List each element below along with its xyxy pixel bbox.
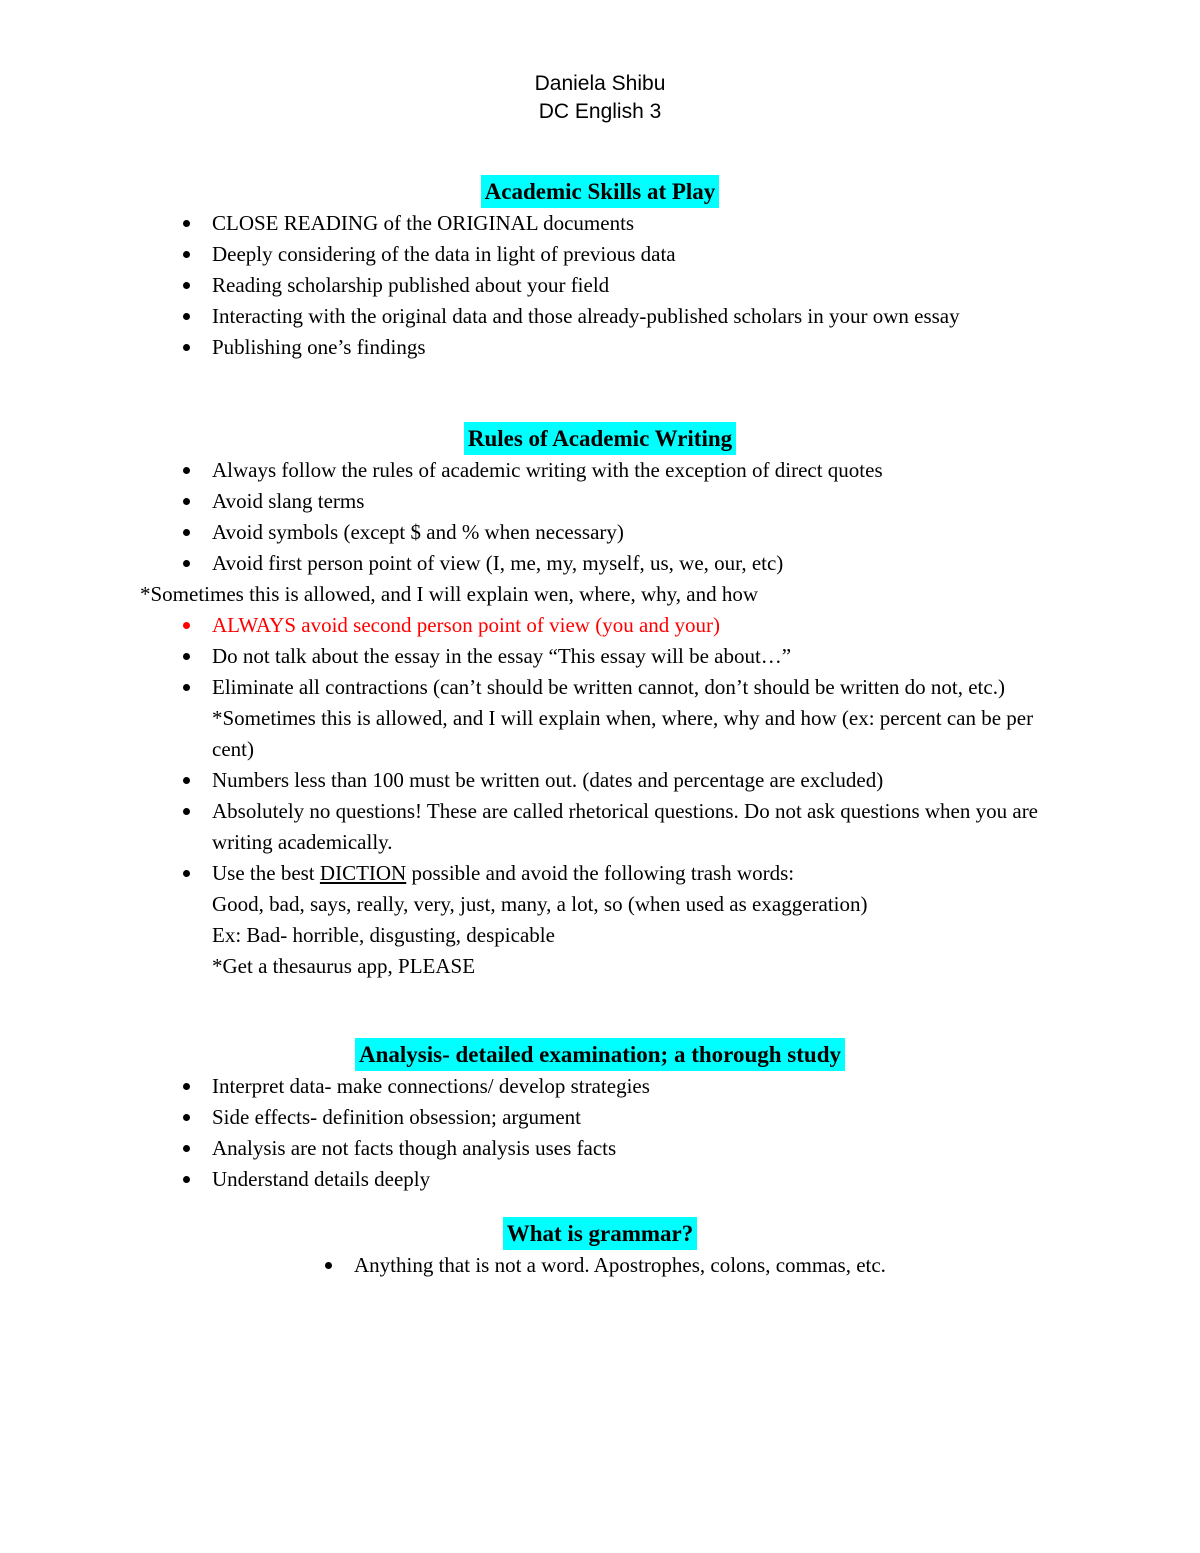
list-item-text: Understand details deeply	[212, 1167, 431, 1191]
list-item-text: Absolutely no questions! These are called rhetorical questions. Do not ask questions when you are writing academically.	[212, 799, 1039, 854]
list-item-text: Avoid slang terms	[212, 489, 365, 513]
list-item	[140, 1102, 1060, 1133]
bullet-icon	[183, 1083, 190, 1090]
bullet-icon	[183, 313, 190, 320]
bullet-icon	[183, 282, 190, 289]
section-heading-academic-skills	[140, 175, 1060, 208]
bullet-list-grammar	[140, 1250, 1060, 1281]
list-item-text	[212, 672, 1060, 765]
section-heading-rules	[140, 422, 1060, 455]
bullet-icon	[183, 467, 190, 474]
list-item	[140, 486, 1060, 517]
list-item	[140, 858, 1060, 982]
list-item	[140, 1250, 1060, 1281]
bullet-icon	[183, 777, 190, 784]
list-item-line	[212, 858, 1060, 889]
author-line: Daniela Shibu	[534, 72, 666, 95]
bullet-icon	[183, 251, 190, 258]
list-item-line: Eliminate all contractions (can’t should be written cannot, don’t should be written do not, etc.)	[212, 675, 1005, 699]
list-item-text: Reading scholarship published about your field	[212, 273, 610, 297]
heading-highlight: Academic Skills at Play	[481, 175, 720, 208]
heading-highlight: What is grammar?	[503, 1217, 698, 1250]
bullet-icon	[183, 653, 190, 660]
list-item	[140, 455, 1060, 486]
diction-underlined: DICTION	[319, 861, 407, 885]
bullet-icon	[183, 1176, 190, 1183]
bullet-list-analysis	[140, 1071, 1060, 1195]
list-item-text: Side effects- definition obsession; argument	[212, 1105, 581, 1129]
list-item-line: Good, bad, says, really, very, just, many, a lot, so (when used as exaggeration)	[212, 892, 868, 916]
bullet-icon	[183, 808, 190, 815]
list-item-text: Deeply considering of the data in light of previous data	[212, 242, 676, 266]
list-item	[140, 641, 1060, 672]
diction-suffix: possible and avoid the following trash words:	[406, 861, 795, 885]
list-item-text: Anything that is not a word. Apostrophes, colons, commas, etc.	[354, 1253, 886, 1277]
list-item-text: Publishing one’s findings	[212, 335, 426, 359]
list-item-text: Numbers less than 100 must be written out. (dates and percentage are excluded)	[212, 768, 884, 792]
list-item	[140, 332, 1060, 363]
bullet-list-academic-skills	[140, 208, 1060, 363]
list-item-text: Interpret data- make connections/ develop strategies	[212, 1074, 650, 1098]
list-item-line: Ex: Bad- horrible, disgusting, despicable	[212, 923, 555, 947]
bullet-icon	[183, 622, 190, 629]
list-item-text: ALWAYS avoid second person point of view (you and your)	[212, 613, 720, 637]
document-header	[140, 70, 1060, 126]
bullet-list-rules	[140, 455, 1060, 579]
list-item-text: Analysis are not facts though analysis uses facts	[212, 1136, 617, 1160]
list-item-text: Interacting with the original data and those already-published scholars in your own essay	[212, 304, 960, 328]
list-item-text: Avoid first person point of view (I, me, my, myself, us, we, our, etc)	[212, 551, 784, 575]
list-item-text: Do not talk about the essay in the essay “This essay will be about…”	[212, 644, 792, 668]
bullet-icon	[183, 344, 190, 351]
section-heading-analysis	[140, 1038, 1060, 1071]
list-item-line: *Get a thesaurus app, PLEASE	[212, 954, 476, 978]
list-item-warning	[140, 610, 1060, 641]
bullet-icon	[183, 1145, 190, 1152]
list-item	[140, 301, 1060, 332]
list-item	[140, 548, 1060, 579]
list-item	[140, 270, 1060, 301]
heading-highlight: Analysis- detailed examination; a thorough study	[355, 1038, 845, 1071]
list-item	[140, 765, 1060, 796]
list-item	[140, 1164, 1060, 1195]
list-item-text: Always follow the rules of academic writing with the exception of direct quotes	[212, 458, 883, 482]
bullet-icon	[183, 529, 190, 536]
list-item	[140, 1071, 1060, 1102]
course-line: DC English 3	[538, 100, 662, 123]
list-item	[140, 1133, 1060, 1164]
bullet-icon	[183, 498, 190, 505]
list-item-text	[212, 858, 1060, 982]
bullet-icon	[183, 870, 190, 877]
list-item	[140, 239, 1060, 270]
section-heading-grammar	[140, 1217, 1060, 1250]
bullet-list-rules-continued	[140, 610, 1060, 765]
bullet-icon	[325, 1262, 332, 1269]
list-item-note: *Sometimes this is allowed, and I will explain when, where, why and how (ex: percent can be per cent)	[212, 706, 1034, 761]
bullet-icon	[183, 560, 190, 567]
bullet-icon	[183, 220, 190, 227]
list-item	[140, 796, 1060, 858]
heading-highlight: Rules of Academic Writing	[464, 422, 736, 455]
list-item-text: CLOSE READING of the ORIGINAL documents	[212, 211, 635, 235]
bullet-list-rules-more	[140, 765, 1060, 982]
list-item	[140, 672, 1060, 765]
diction-prefix: Use the best	[212, 861, 320, 885]
list-item-text: Avoid symbols (except $ and % when necessary)	[212, 520, 624, 544]
list-item	[140, 208, 1060, 239]
list-item	[140, 517, 1060, 548]
bullet-icon	[183, 1114, 190, 1121]
margin-note: *Sometimes this is allowed, and I will explain wen, where, why, and how	[140, 582, 759, 606]
bullet-icon	[183, 684, 190, 691]
